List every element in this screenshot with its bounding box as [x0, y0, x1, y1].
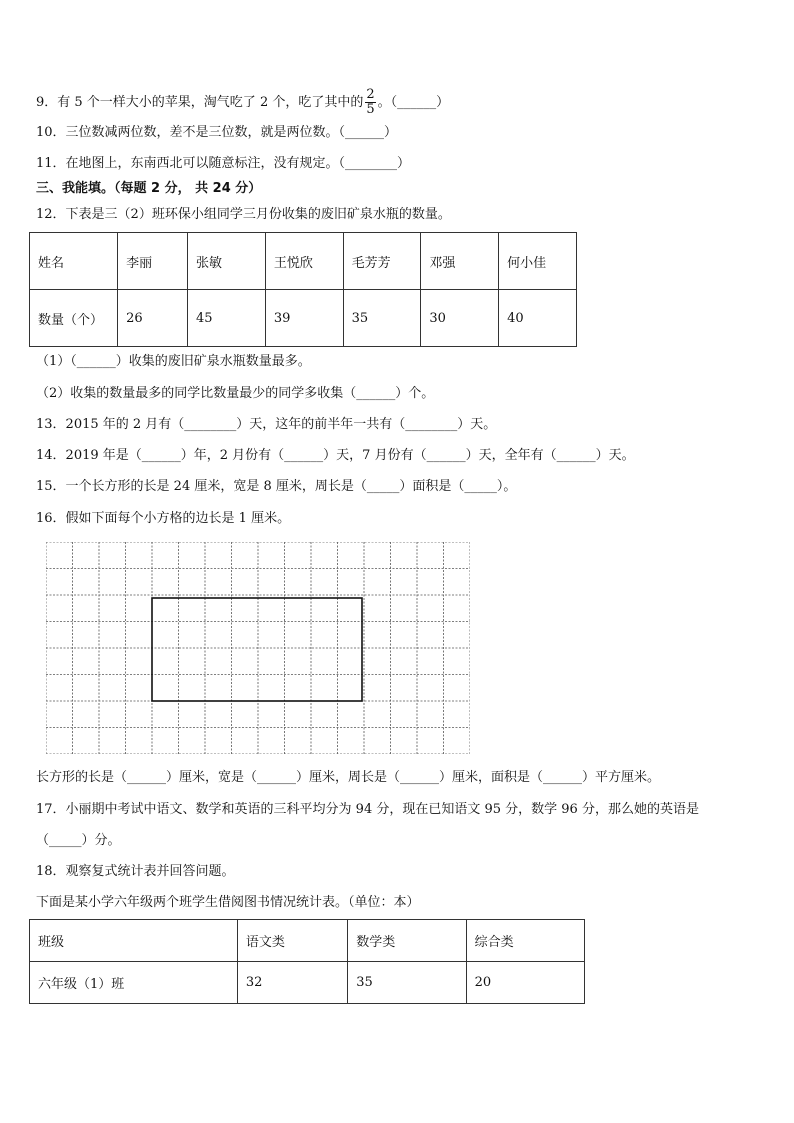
table-cell: 姓名 — [30, 233, 118, 290]
table-cell: 39 — [265, 290, 343, 347]
question-16-answer: 长方形的长是（______）厘米，宽是（______）厘米，周长是（______）厘米，面积是（______）平方厘米。 — [36, 770, 661, 785]
question-18-intro: 18．观察复式统计表并回答问题。 — [36, 864, 235, 879]
table-cell: 综合类 — [466, 920, 584, 962]
question-11: 11．在地图上，东南西北可以随意标注，没有规定。（________） — [36, 156, 411, 171]
question-12-sub2: （2）收集的数量最多的同学比数量最少的同学多收集（______）个。 — [36, 386, 435, 401]
question-14: 14．2019 年是（______）年，2 月份有（______）天，7 月份有（______）天，全年有（______）天。 — [36, 448, 635, 463]
table-cell: 45 — [188, 290, 266, 347]
table-cell: 35 — [343, 290, 421, 347]
question-13: 13．2015 年的 2 月有（________）天，这年的前半年一共有（________）天。 — [36, 417, 497, 432]
table-cell: 26 — [118, 290, 188, 347]
table-cell: 班级 — [30, 920, 238, 962]
q18-table — [29, 919, 585, 1004]
question-15: 15．一个长方形的长是 24 厘米，宽是 8 厘米，周长是（_____）面积是（_____）。 — [36, 479, 517, 494]
question-12-sub1: （1）（______）收集的废旧矿泉水瓶数量最多。 — [36, 354, 311, 369]
question-17-line2: （_____）分。 — [36, 833, 121, 848]
table-cell: 数学类 — [348, 920, 466, 962]
table-cell: 六年级（1）班 — [30, 962, 238, 1004]
table-cell: 数量（个） — [30, 290, 118, 347]
grid-with-rectangle — [46, 542, 470, 754]
question-9 — [36, 88, 449, 117]
q12-header-row — [30, 233, 577, 290]
table-cell: 王悦欣 — [265, 233, 343, 290]
q9-text-before: 9．有 5 个一样大小的苹果，淘气吃了 2 个，吃了其中的 — [36, 95, 364, 110]
table-cell: 毛芳芳 — [343, 233, 421, 290]
table-cell: 20 — [466, 962, 584, 1004]
q12-table — [29, 232, 577, 347]
q16-grid-figure — [46, 542, 470, 758]
q9-text-after: 。（______） — [377, 95, 450, 110]
table-cell: 语文类 — [237, 920, 347, 962]
table-cell: 40 — [499, 290, 577, 347]
question-16-intro: 16．假如下面每个小方格的边长是 1 厘米。 — [36, 511, 291, 526]
question-12-intro: 12．下表是三（2）班环保小组同学三月份收集的废旧矿泉水瓶的数量。 — [36, 207, 451, 222]
table-cell: 邓强 — [421, 233, 499, 290]
q18-data-row — [30, 962, 585, 1004]
table-cell: 30 — [421, 290, 499, 347]
table-cell: 35 — [348, 962, 466, 1004]
question-18-caption: 下面是某小学六年级两个班学生借阅图书情况统计表。（单位：本） — [36, 895, 420, 910]
table-cell: 张敏 — [188, 233, 266, 290]
q12-data-row — [30, 290, 577, 347]
q18-header-row — [30, 920, 585, 962]
fraction-two-fifths: $\frac{2}{5}$ — [366, 87, 375, 117]
table-cell: 何小佳 — [499, 233, 577, 290]
question-10: 10．三位数减两位数，差不是三位数，就是两位数。（______） — [36, 125, 398, 140]
drawn-rectangle — [152, 598, 362, 701]
table-cell: 李丽 — [118, 233, 188, 290]
section-3-heading: 三、我能填。（每题 2 分， 共 24 分） — [36, 181, 262, 196]
question-17-line1: 17．小丽期中考试中语文、数学和英语的三科平均分为 94 分，现在已知语文 95 分，数学 96 分，那么她的英语是 — [36, 802, 699, 817]
table-cell: 32 — [237, 962, 347, 1004]
